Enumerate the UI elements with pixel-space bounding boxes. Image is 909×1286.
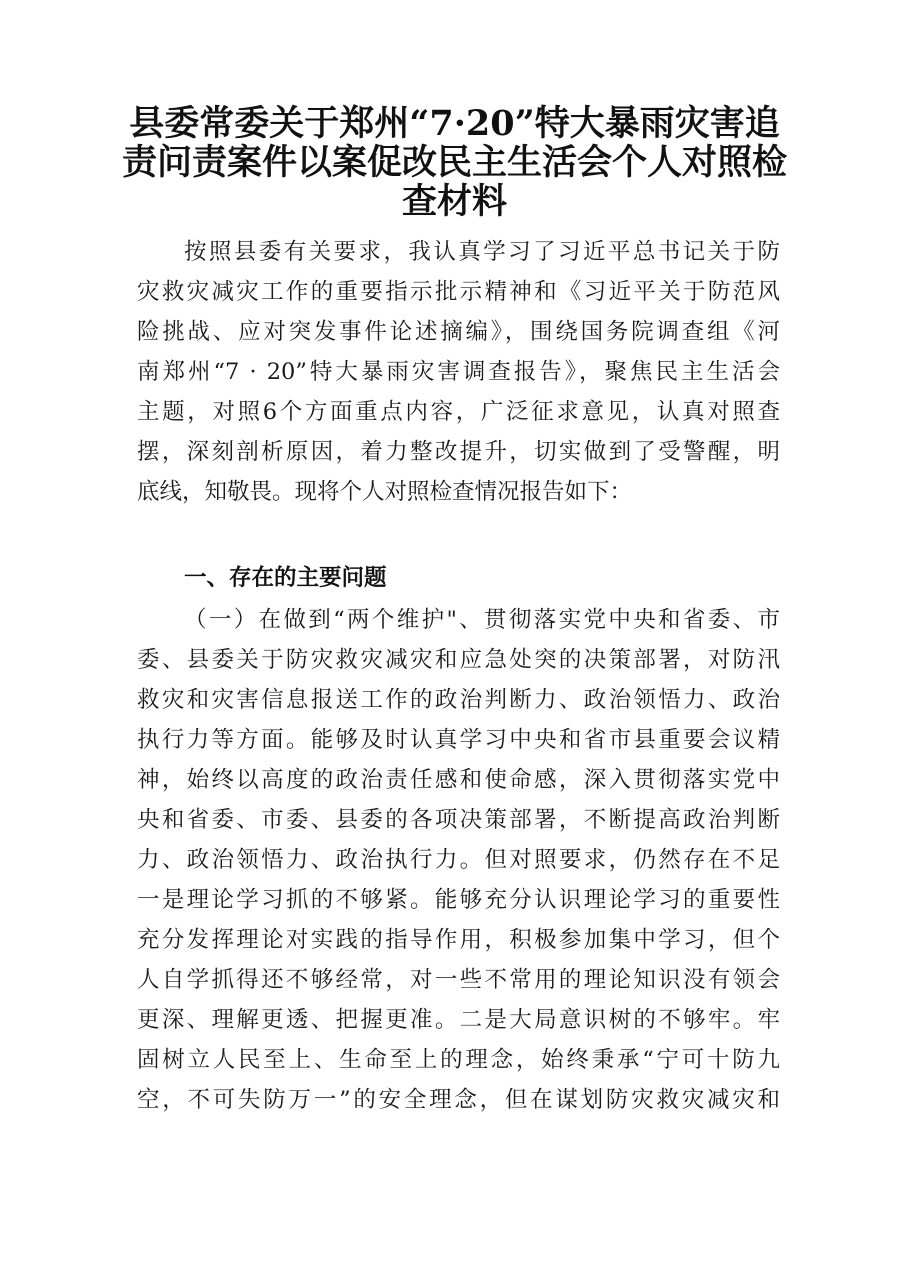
paragraph-line: 救灾和灾害信息报送工作的政治判断力、政治领悟力、政治	[137, 687, 780, 713]
paragraph-line: 央和省委、市委、县委的各项决策部署，不断提高政治判断	[137, 807, 780, 833]
paragraph-line: 南郑州“7 · 20”特大暴雨灾害调查报告》，聚焦民主生活会	[137, 359, 780, 385]
paragraph-line: 力、政治领悟力、政治执行力。但对照要求，仍然存在不足	[137, 847, 780, 873]
paragraph-line: 人自学抓得还不够经常，对一些不常用的理论知识没有领会	[137, 967, 780, 993]
paragraph-line: （一）在做到“两个维护"、贯彻落实党中央和省委、市	[184, 607, 780, 633]
paragraph-line: 按照县委有关要求，我认真学习了习近平总书记关于防	[184, 239, 780, 265]
paragraph-line: 更深、理解更透、把握更准。二是大局意识树的不够牢。牢	[137, 1007, 780, 1033]
paragraph-line: 险挑战、应对突发事件论述摘编》，围绕国务院调查组《河	[137, 319, 780, 345]
paragraph-line: 摆，深刻剖析原因，着力整改提升，切实做到了受警醒，明	[137, 439, 780, 465]
title-line: 县委常委关于郑州“7·20”特大暴雨灾害追	[129, 103, 780, 144]
section-heading: 一、存在的主要问题	[184, 565, 387, 591]
paragraph-line: 一是理论学习抓的不够紧。能够充分认识理论学习的重要性	[137, 887, 780, 913]
paragraph-line: 固树立人民至上、生命至上的理念，始终秉承“宁可十防九	[137, 1047, 780, 1073]
paragraph-line: 空，不可失防万一”的安全理念，但在谋划防灾救灾减灾和	[137, 1087, 780, 1113]
paragraph-line: 神，始终以高度的政治责任感和使命感，深入贯彻落实党中	[137, 767, 780, 793]
paragraph-line: 底线，知敬畏。现将个人对照检查情况报告如下：	[137, 479, 633, 505]
paragraph-line: 充分发挥理论对实践的指导作用，积极参加集中学习，但个	[137, 927, 780, 953]
paragraph-line: 灾救灾减灾工作的重要指示批示精神和《习近平关于防范风	[137, 279, 780, 305]
title-line: 责问责案件以案促改民主生活会个人对照检	[121, 142, 787, 183]
paragraph-line: 主题，对照6个方面重点内容，广泛征求意见，认真对照查	[137, 399, 780, 425]
paragraph-line: 执行力等方面。能够及时认真学习中央和省市县重要会议精	[137, 727, 780, 753]
title-line: 查材料	[401, 181, 507, 222]
paragraph-line: 委、县委关于防灾救灾减灾和应急处突的决策部署，对防汛	[137, 647, 780, 673]
intro-paragraph	[137, 232, 780, 512]
section-1-paragraph	[137, 600, 780, 1120]
document-title	[100, 104, 809, 221]
